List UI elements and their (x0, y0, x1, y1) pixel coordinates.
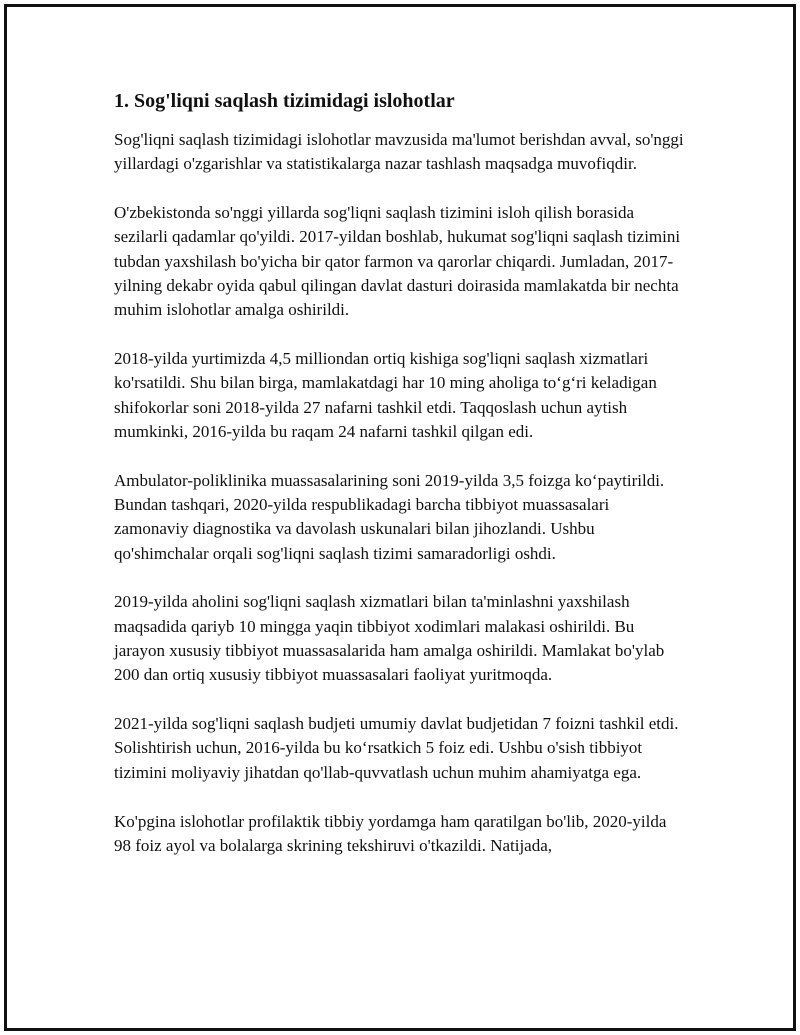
paragraph-4: Ambulator-poliklinika muassasalarining soni 2019-yilda 3,5 foizga ko‘paytirildi. Bundan tashqari, 2020-yilda respublikadagi barcha tibbiyot muassasalari zamonaviy diagnostika va davolash uskunalari bilan jihozlandi. Ushbu qo'shimchalar orqali sog'liqni saqlash tizimi samaradorligi oshdi. (114, 470, 665, 563)
section-heading: 1. Sog'liqni saqlash tizimidagi islohotlar (114, 90, 455, 112)
paragraph-3: 2018-yilda yurtimizda 4,5 milliondan ortiq kishiga sog'liqni saqlash xizmatlari ko'rsatildi. Shu bilan birga, mamlakatdagi har 10 ming aholiga to‘g‘ri keladigan shifokorlar soni 2018-yilda 27 nafarni tashkil etdi. Taqqoslash uchun aytish mumkinki, 2016-yilda bu raqam 24 nafarni tashkil qilgan edi. (114, 349, 657, 441)
paragraph-5: 2019-yilda aholini sog'liqni saqlash xizmatlari bilan ta'minlashni yaxshilash maqsadida qariyb 10 mingga yaqin tibbiyot xodimlari malakasi oshirildi. Bu jarayon xususiy tibbiyot muassasalarida ham amalga oshirildi. Mamlakat bo'ylab 200 dan ortiq xususiy tibbiyot muassasalari faoliyat yuritmoqda. (114, 592, 665, 685)
paragraph-2: O'zbekistonda so'nggi yillarda sog'liqni saqlash tizimini isloh qilish borasida sezilarli qadamlar qo'yildi. 2017-yildan boshlab, hukumat sog'liqni saqlash tizimini tubdan yaxshilash bo'yicha bir qator farmon va qarorlar chiqardi. Jumladan, 2017-yilning dekabr oyida qabul qilingan davlat dasturi doirasida mamlakatda bir nechta muhim islohotlar amalga oshirildi. (114, 203, 681, 320)
paragraph-7: Ko'pgina islohotlar profilaktik tibbiy yordamga ham qaratilgan bo'lib, 2020-yilda 98 foiz ayol va bolalarga skrining tekshiruvi o'tkazildi. Natijada, (114, 811, 667, 855)
paragraph-1: Sog'liqni saqlash tizimidagi islohotlar mavzusida ma'lumot berishdan avval, so'nggi yillardagi o'zgarishlar va statistikalarga nazar tashlash maqsadga muvofiqdir. (114, 130, 684, 174)
paragraph-6: 2021-yilda sog'liqni saqlash budjeti umumiy davlat budjetidan 7 foizni tashkil etdi. Solishtirish uchun, 2016-yilda bu ko‘rsatkich 5 foiz edi. Ushbu o'sish tibbiyot tizimini moliyaviy jihatdan qo'llab-quvvatlash uchun muhim ahamiyatga ega. (114, 714, 679, 782)
document-body (114, 88, 686, 883)
